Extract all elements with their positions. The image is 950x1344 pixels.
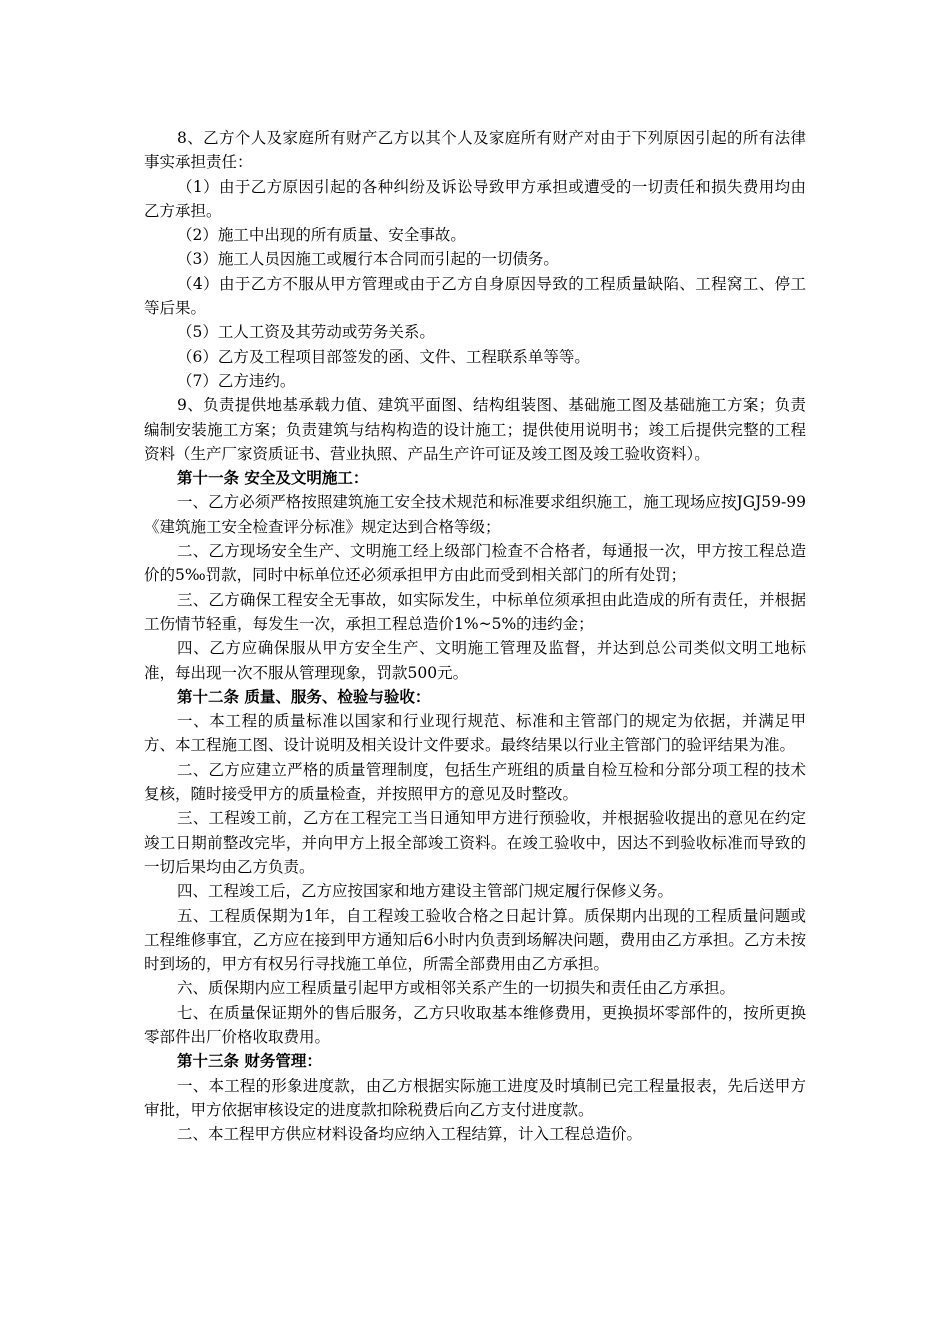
paragraph: 四、乙方应确保服从甲方安全生产、文明施工管理及监督，并达到总公司类似文明工地标准，每出现一次不服从管理现象，罚款500元。 bbox=[144, 639, 806, 682]
document-body bbox=[144, 126, 806, 1146]
section-heading: 第十三条 财务管理： bbox=[177, 1051, 322, 1071]
paragraph: （2）施工中出现的所有质量、安全事故。 bbox=[177, 226, 466, 245]
paragraph: 一、本工程的形象进度款，由乙方根据实际施工进度及时填制已完工程量报表，先后送甲方审批，甲方依据审核设定的进度款扣除税费后向乙方支付进度款。 bbox=[144, 1076, 806, 1119]
paragraph: 四、工程竣工后，乙方应按国家和地方建设主管部门规定履行保修义务。 bbox=[177, 882, 674, 901]
paragraph: （4）由于乙方不服从甲方管理或由于乙方自身原因导致的工程质量缺陷、工程窝工、停工等后果。 bbox=[144, 274, 806, 318]
paragraph: 二、乙方现场安全生产、文明施工经上级部门检查不合格者，每通报一次，甲方按工程总造价的5‰罚款，同时中标单位还必须承担甲方由此而受到相关部门的所有处罚； bbox=[144, 542, 806, 585]
paragraph: （7）乙方违约。 bbox=[177, 371, 296, 390]
paragraph: （5）工人工资及其劳动或劳务关系。 bbox=[177, 323, 435, 342]
paragraph: 8、乙方个人及家庭所有财产乙方以其个人及家庭所有财产对由于下列原因引起的所有法律事实承担责任： bbox=[144, 129, 806, 172]
paragraph: 三、工程竣工前，乙方在工程完工当日通知甲方进行预验收，并根据验收提出的意见在约定竣工日期前整改完毕，并向甲方上报全部竣工资料。在竣工验收中，因达不到验收标准而导致的一切后果均由乙方负责。 bbox=[144, 809, 806, 876]
paragraph: （6）乙方及工程项目部签发的函、文件、工程联系单等等。 bbox=[177, 347, 590, 366]
paragraph: 一、本工程的质量标准以国家和行业现行规范、标准和主管部门的规定为依据，并满足甲方、本工程施工图、设计说明及相关设计文件要求。最终结果以行业主管部门的验评结果为准。 bbox=[144, 712, 806, 755]
paragraph: 六、质保期内应工程质量引起甲方或相邻关系产生的一切损失和责任由乙方承担。 bbox=[177, 979, 736, 998]
paragraph: 9、负责提供地基承载力值、建筑平面图、结构组装图、基础施工图及基础施工方案；负责编制安装施工方案；负责建筑与结构构造的设计施工；提供使用说明书；竣工后提供完整的工程资料（生产厂家资质证书、营业执照、产品生产许可证及竣工图及竣工验收资料）。 bbox=[144, 396, 806, 463]
paragraph: 五、工程质保期为1年，自工程竣工验收合格之日起计算。质保期内出现的工程质量问题或工程维修事宜，乙方应在接到甲方通知后6小时内负责到场解决问题，费用由乙方承担。乙方未按时到场的，甲方有权另行寻找施工单位，所需全部费用由乙方承担。 bbox=[144, 906, 806, 974]
section-heading: 第十二条 质量、服务、检验与验收： bbox=[177, 686, 431, 706]
paragraph: （1）由于乙方原因引起的各种纠纷及诉讼导致甲方承担或遭受的一切责任和损失费用均由乙方承担。 bbox=[144, 177, 806, 220]
section-heading: 第十一条 安全及文明施工： bbox=[177, 468, 369, 488]
paragraph: （3）施工人员因施工或履行本合同而引起的一切债务。 bbox=[177, 250, 559, 269]
paragraph: 二、乙方应建立严格的质量管理制度，包括生产班组的质量自检互检和分部分项工程的技术复核，随时接受甲方的质量检查，并按照甲方的意见及时整改。 bbox=[144, 760, 806, 804]
paragraph: 一、乙方必须严格按照建筑施工安全技术规范和标准要求组织施工，施工现场应按JGJ59-99《建筑施工安全检查评分标准》规定达到合格等级； bbox=[144, 493, 806, 536]
paragraph: 二、本工程甲方供应材料设备均应纳入工程结算，计入工程总造价。 bbox=[177, 1125, 643, 1144]
paragraph: 七、在质量保证期外的售后服务，乙方只收取基本维修费用，更换损坏零部件的，按所更换零部件出厂价格收取费用。 bbox=[144, 1003, 806, 1046]
paragraph: 三、乙方确保工程安全无事故，如实际发生，中标单位须承担由此造成的所有责任，并根据工伤情节轻重，每发生一次，承担工程总造价1%~5%的违约金； bbox=[144, 590, 806, 633]
